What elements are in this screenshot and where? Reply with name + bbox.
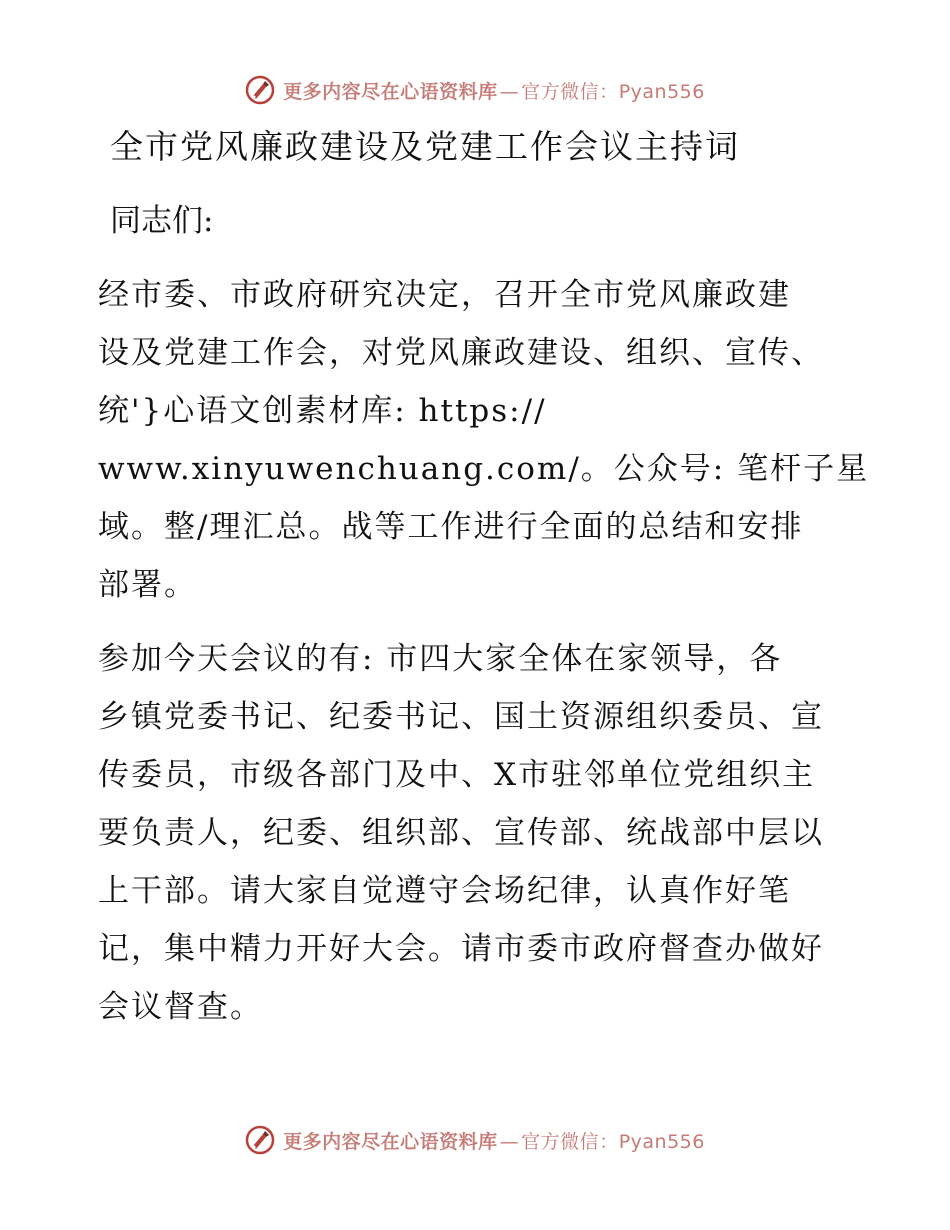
watermark-official-label: 官方微信： [521,80,619,103]
paragraph-1 [98,266,870,614]
paragraph-line: 部署。 [98,567,197,603]
paragraph-line: 乡镇党委书记、纪委书记、国土资源组织委员、宣 [98,699,824,735]
watermark-handle: Pyan556 [618,80,705,103]
paragraph-line: 上干部。请大家自觉遵守会场纪律，认真作好笔 [98,873,791,909]
document-title: 全市党风廉政建设及党建工作会议主持词 [110,127,740,166]
watermark-dash: — [499,80,520,103]
paragraph-2 [98,630,858,1036]
document-body [98,118,870,1036]
watermark-handle: Pyan556 [618,1130,705,1153]
pen-logo-icon [245,75,275,105]
paragraph-line: 域。整/理汇总。战等工作进行全面的总结和安排 [98,509,804,545]
pen-logo-icon [245,1125,275,1155]
watermark-text [283,1127,705,1154]
paragraph-line: www.xinyuwenchuang.com/。公众号: 笔杆子星 [98,451,870,487]
paragraph-line: 设及党建工作会，对党风廉政建设、组织、宣传、 [98,335,824,371]
watermark-official-label: 官方微信： [521,1130,619,1153]
watermark-banner-bottom [0,1120,950,1160]
watermark-text [283,77,705,104]
paragraph-line: 传委员，市级各部门及中、X市驻邻单位党组织主 [98,757,816,793]
salutation: 同志们: [110,203,214,239]
watermark-slogan: 更多内容尽在心语资料库 [283,1130,498,1153]
watermark-dash: — [499,1130,520,1153]
paragraph-line: 记，集中精力开好大会。请市委市政府督查办做好 [98,931,824,967]
watermark-slogan: 更多内容尽在心语资料库 [283,80,498,103]
watermark-banner-top [0,70,950,110]
paragraph-line: 会议督查。 [98,989,263,1025]
paragraph-line: 统'}心语文创素材库: https:// [98,393,547,429]
paragraph-line: 经市委、市政府研究决定，召开全市党风廉政建 [98,277,791,313]
paragraph-line: 参加今天会议的有: 市四大家全体在家领导，各 [98,641,783,677]
paragraph-line: 要负责人，纪委、组织部、宣传部、统战部中层以 [98,815,824,851]
